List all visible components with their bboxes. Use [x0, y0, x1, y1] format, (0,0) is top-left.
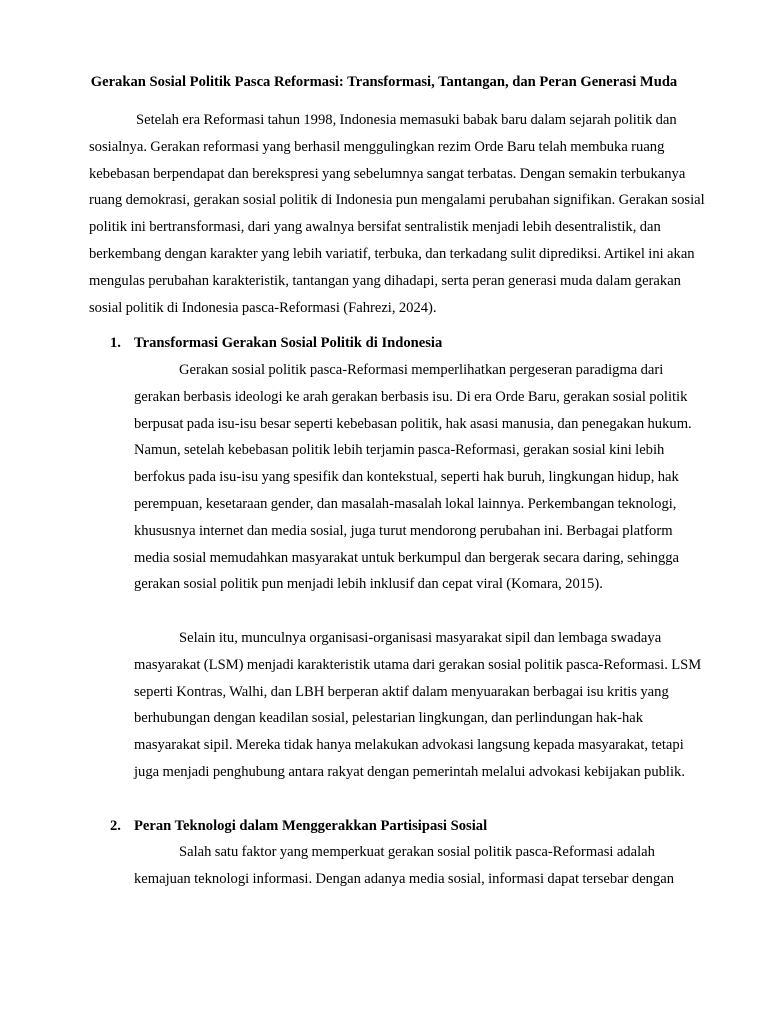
section-number: 1. — [110, 335, 121, 351]
intro-paragraph: Setelah era Reformasi tahun 1998, Indonesia memasuki babak baru dalam sejarah politik dan sosialnya. Gerakan reformasi yang berhasil menggulingkan rezim Orde Baru telah membuka ruang kebebasan berpendapat dan berekspresi yang sebelumnya sangat terbatas. Dengan semakin terbukanya ruang demokrasi, gerakan sosial politik di Indonesia pun mengalami perubahan signifikan. Gerakan sosial politik ini bertransformasi, dari yang awalnya bersifat sentralistik menjadi lebih desentralistik, dan berkembang dengan karakter yang lebih variatif, terbuka, dan terkadang sulit diprediksi. Artikel ini akan mengulas perubahan karakteristik, tantangan yang dihadapi, serta peran generasi muda dalam gerakan sosial politik di Indonesia pasca-Reformasi (Fahrezi, 2024). — [89, 112, 705, 316]
section-2-paragraph-1: Salah satu faktor yang memperkuat gerakan sosial politik pasca-Reformasi adalah kemajuan teknologi informasi. Dengan adanya media sosial, informasi dapat tersebar dengan — [134, 844, 675, 887]
section-heading-1 — [110, 333, 442, 353]
section-1-paragraph-1: Gerakan sosial politik pasca-Reformasi memperlihatkan pergeseran paradigma dari gerakan berbasis ideologi ke arah gerakan berbasis isu. Di era Orde Baru, gerakan sosial politik berpusat pada isu-isu besar seperti kebebasan politik, hak asasi manusia, dan penegakan hukum. Namun, setelah kebebasan politik lebih terjamin pasca-Reformasi, gerakan sosial kini lebih berfokus pada isu-isu yang spesifik dan kontekstual, seperti hak buruh, lingkungan hidup, hak perempuan, kesetaraan gender, dan masalah-masalah lokal lainnya. Perkembangan teknologi, khususnya internet dan media sosial, juga turut mendorong perubahan ini. Berbagai platform media sosial memudahkan masyarakat untuk berkumpul dan bergerak secara daring, sehingga gerakan sosial politik pun menjadi lebih inklusif dan cepat viral (Komara, 2015). — [134, 362, 692, 593]
section-heading-text: Peran Teknologi dalam Menggerakkan Partisipasi Sosial — [134, 818, 488, 834]
section-heading-2 — [110, 816, 487, 836]
section-number: 2. — [110, 818, 121, 834]
document-title: Gerakan Sosial Politik Pasca Reformasi: Transformasi, Tantangan, dan Peran Generasi Muda — [90, 74, 678, 90]
section-1-paragraph-2: Selain itu, munculnya organisasi-organisasi masyarakat sipil dan lembaga swadaya masyarakat (LSM) menjadi karakteristik utama dari gerakan sosial politik pasca-Reformasi. LSM seperti Kontras, Walhi, dan LBH berperan aktif dalam menyuarakan berbagai isu kritis yang berhubungan dengan keadilan sosial, pelestarian lingkungan, dan perlindungan hak-hak masyarakat sipil. Mereka tidak hanya melakukan advokasi langsung kepada masyarakat, tetapi juga menjadi penghubung antara rakyat dengan pemerintah melalui advokasi kebijakan publik. — [134, 630, 702, 780]
section-heading-text: Transformasi Gerakan Sosial Politik di Indonesia — [134, 335, 443, 351]
